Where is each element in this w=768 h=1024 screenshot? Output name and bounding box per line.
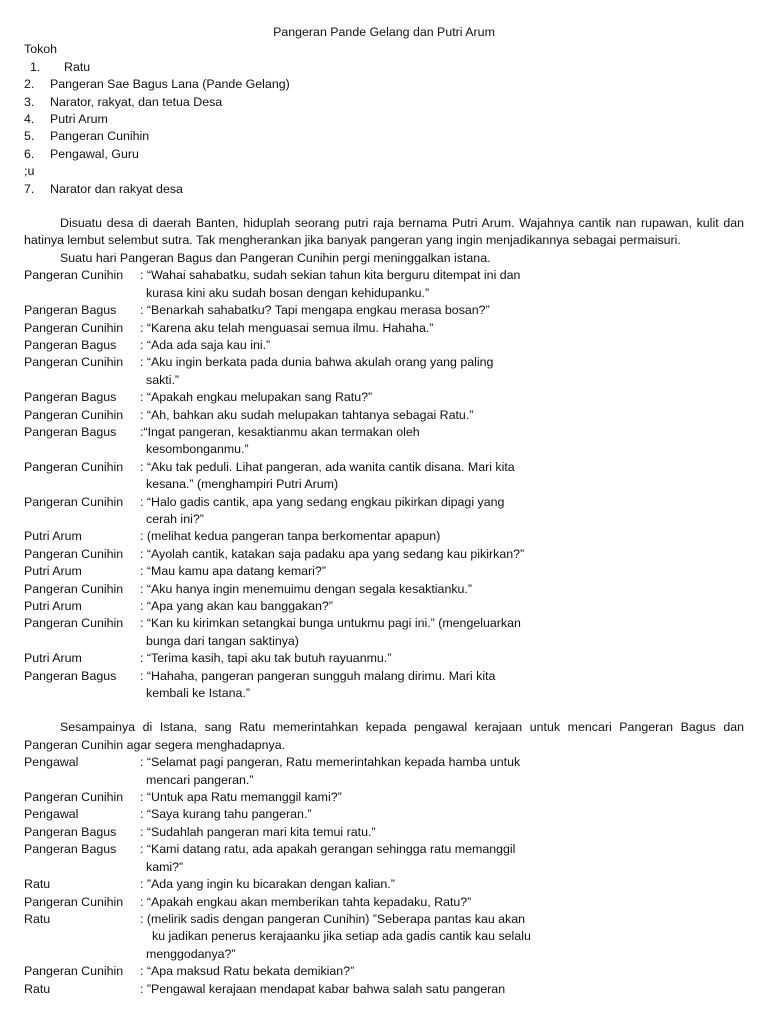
speech-text: : “Apakah engkau akan memberikan tahta kepadaku, Ratu?” [140, 894, 472, 909]
speech-text: : “Kami datang ratu, ada apakah gerangan sehingga ratu memanggil kami?” [140, 842, 516, 874]
spacer [24, 702, 744, 719]
speech-text: : “Benarkah sahabatku? Tapi mengapa engkau merasa bosan?” [140, 303, 490, 318]
dialogue-line [24, 459, 744, 494]
dialogue-line [24, 354, 744, 389]
speech-text: : “Hahaha, pangeran pangeran sungguh malang dirimu. Mari kita kembali ke Istana.” [140, 668, 496, 701]
speaker-name: Pangeran Cunihin [24, 964, 124, 979]
speaker-name: Pangeran Cunihin [24, 407, 124, 422]
dialogue-line [24, 615, 744, 650]
dialogue-line [24, 581, 744, 598]
cast-number: 1. [30, 59, 41, 74]
cast-item [24, 181, 744, 198]
speech-text: : “Kan ku kirimkan setangkai bunga untukmu pagi ini.” (mengeluarkan bunga dari tangan saktinya) [140, 616, 521, 648]
dialogue-line [24, 546, 744, 563]
dialogue-line [24, 963, 744, 980]
cast-number: 3. [24, 94, 35, 109]
speech-text: : “Aku tak peduli. Lihat pangeran, ada wanita cantik disana. Mari kita kesana.” (menghampiri Putri Arum) [140, 459, 515, 492]
dialogue-line [24, 528, 744, 545]
speech-text: : “Wahai sahabatku, sudah sekian tahun kita berguru ditempat ini dan kurasa kini aku sudah bosan dengan kehidupanku.” [140, 268, 521, 300]
dialogue-line [24, 789, 744, 806]
cast-name: Pangeran Cunihin [50, 129, 150, 144]
speaker-name: Pangeran Cunihin [24, 581, 124, 596]
cast-item [24, 128, 744, 145]
cast-number: 4. [24, 112, 35, 127]
speech-text: : “Karena aku telah menguasai semua ilmu. Hahaha.” [140, 320, 434, 335]
cast-item [24, 94, 744, 111]
speech-text: : “Terima kasih, tapi aku tak butuh rayuanmu.” [140, 651, 392, 666]
dialogue-line [24, 754, 744, 789]
cast-name: Putri Arum [50, 112, 108, 127]
cast-number: 5. [24, 129, 35, 144]
narration-paragraph: Sesampainya di Istana, sang Ratu memerintahkan kepada pengawal kerajaan untuk mencari Pangeran Bagus dan Pangeran Cunihin agar segera menghadapnya. [24, 720, 744, 752]
speech-text: : “Untuk apa Ratu memanggil kami?” [140, 790, 342, 805]
dialogue-line [24, 302, 744, 319]
speaker-name: Pangeran Bagus [24, 824, 117, 839]
speech-text: : ”Pengawal kerajaan mendapat kabar bahwa salah satu pangeran [140, 981, 506, 996]
dialogue-line [24, 650, 744, 667]
speech-text: : ”Ada yang ingin ku bicarakan dengan kalian.” [140, 877, 395, 892]
speaker-name: Pangeran Bagus [24, 303, 117, 318]
dialogue-line [24, 337, 744, 354]
speech-text: : “Mau kamu apa datang kemari?” [140, 564, 326, 579]
narration-paragraph: Suatu hari Pangeran Bagus dan Pangeran Cunihin pergi meninggalkan istana. [60, 250, 491, 265]
dialogue-line [24, 668, 744, 703]
speaker-name: Putri Arum [24, 651, 82, 666]
dialogue-line [24, 267, 744, 302]
dialogue-line [24, 320, 744, 337]
speech-text: : (melihat kedua pangeran tanpa berkomentar apapun) [140, 529, 441, 544]
speaker-name: Pangeran Bagus [24, 337, 117, 352]
speaker-name: Pangeran Cunihin [24, 616, 124, 631]
speaker-name: Pangeran Cunihin [24, 546, 124, 561]
speech-text: : “Apa yang akan kau banggakan?” [140, 599, 333, 613]
speaker-name: Pangeran Cunihin [24, 268, 124, 283]
speaker-name: Pangeran Cunihin [24, 894, 124, 909]
cast-name: Pengawal, Guru [50, 146, 139, 161]
speaker-name: Pengawal [24, 807, 79, 822]
speech-text: : “Apa maksud Ratu bekata demikian?” [140, 964, 355, 979]
dialogue-line [24, 424, 744, 459]
speech-text: : “Selamat pagi pangeran, Ratu memerintahkan kepada hamba untuk mencari pangeran.” [140, 755, 521, 787]
dialogue-line [24, 824, 744, 841]
dialogue-line [24, 841, 744, 876]
spacer [24, 198, 744, 215]
dialogue-line [24, 389, 744, 406]
cast-name: Narator, rakyat, dan tetua Desa [50, 94, 223, 109]
speaker-name: Pangeran Cunihin [24, 355, 124, 370]
cast-item [24, 59, 744, 76]
speech-text: : “Sudahlah pangeran mari kita temui ratu.” [140, 824, 376, 839]
speaker-name: Pangeran Cunihin [24, 494, 124, 509]
speaker-name: Pangeran Bagus [24, 390, 117, 405]
cast-number: 6. [24, 146, 35, 161]
speech-text: : “Aku ingin berkata pada dunia bahwa akulah orang yang paling sakti.” [140, 355, 494, 387]
speech-text: : (melirik sadis dengan pangeran Cunihin) ”Seberapa pantas kau akan ku jadikan penerus kerajaanku jika setiap ada gadis cantik kau selalu menggodanya?” [140, 911, 531, 961]
speaker-name: Putri Arum [24, 599, 82, 613]
stray-text: ;u [24, 164, 35, 179]
speech-text: :“Ingat pangeran, kesaktianmu akan termakan oleh kesombonganmu.” [140, 424, 420, 457]
dialogue-line [24, 894, 744, 911]
speaker-name: Ratu [24, 877, 51, 892]
speaker-name: Putri Arum [24, 529, 82, 544]
speech-text: : “Ah, bahkan aku sudah melupakan tahtanya sebagai Ratu.” [140, 407, 474, 422]
cast-item [24, 111, 744, 128]
speaker-name: Pangeran Cunihin [24, 459, 124, 474]
cast-list [24, 59, 744, 198]
dialogue-line [24, 911, 744, 963]
dialogue-scene-2 [24, 754, 744, 998]
dialogue-line [24, 806, 744, 823]
speech-text: : “Ayolah cantik, katakan saja padaku apa yang sedang kau pikirkan?” [140, 546, 525, 561]
dialogue-line [24, 981, 744, 998]
narration-paragraph: Disuatu desa di daerah Banten, hiduplah seorang putri raja bernama Putri Arum. Wajahnya cantik nan rupawan, kulit dan hatinya lembut selembut sutra. Tak mengherankan jika banyak pangeran yang ingin menjadikannya sebagai permaisuri. [24, 216, 744, 248]
dialogue-line [24, 876, 744, 893]
speech-text: : “Apakah engkau melupakan sang Ratu?” [140, 390, 373, 405]
document-title: Pangeran Pande Gelang dan Putri Arum [273, 25, 495, 39]
speaker-name: Ratu [24, 981, 51, 996]
cast-number: 2. [24, 77, 35, 92]
dialogue-scene-1 [24, 267, 744, 702]
cast-item [24, 146, 744, 163]
dialogue-line [24, 494, 744, 529]
speaker-name: Pangeran Cunihin [24, 320, 124, 335]
dialogue-line [24, 598, 744, 615]
speech-text: : “Aku hanya ingin menemuimu dengan segala kesaktianku.” [140, 581, 472, 596]
cast-name: Ratu [64, 59, 91, 74]
speaker-name: Pangeran Bagus [24, 424, 117, 439]
speaker-name: Pangeran Bagus [24, 668, 117, 683]
cast-name: Pangeran Sae Bagus Lana (Pande Gelang) [50, 77, 290, 92]
cast-item [24, 76, 744, 93]
speaker-name: Pangeran Cunihin [24, 790, 124, 805]
speech-text: : “Ada ada saja kau ini.” [140, 337, 271, 352]
cast-header: Tokoh [24, 42, 58, 57]
dialogue-line [24, 407, 744, 424]
speaker-name: Pangeran Bagus [24, 842, 117, 857]
cast-name: Narator dan rakyat desa [50, 181, 183, 196]
speaker-name: Putri Arum [24, 564, 82, 579]
speech-text: : “Halo gadis cantik, apa yang sedang engkau pikirkan dipagi yang cerah ini?” [140, 494, 505, 526]
speaker-name: Ratu [24, 911, 51, 926]
speaker-name: Pengawal [24, 755, 79, 770]
cast-number: 7. [24, 181, 35, 196]
dialogue-line [24, 563, 744, 580]
speech-text: : “Saya kurang tahu pangeran.” [140, 807, 312, 822]
